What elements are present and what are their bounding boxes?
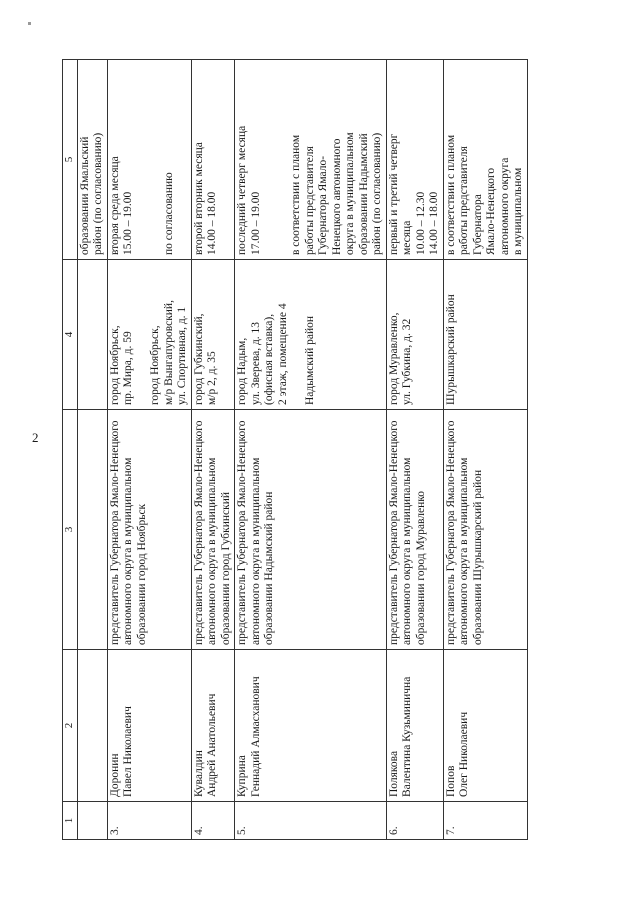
carryover-schedule [77,60,107,260]
schedule-line: вторая среда месяца [108,156,121,255]
blank-gap [290,264,304,405]
address-cell [443,260,527,410]
schedule-table [62,59,528,840]
position-cell [191,410,235,650]
schedule-line: работы представителя [458,146,470,255]
position-line: представитель Губернатора Ямало-Ненецкого [236,420,248,645]
header-col-1: 1 [63,802,78,840]
position-line: представитель Губернатора Ямало-Ненецкого [387,420,400,645]
scan-artifact [28,22,31,25]
header-col-4: 4 [63,260,78,410]
schedule-line: 15.00 – 19.00 [122,191,134,255]
carryover-num [77,802,107,840]
position-line: образовании город Ноябрьск [135,503,148,645]
address-line: город Ноябрьск, [108,325,121,405]
row-number: 5. [235,802,387,840]
name-line: Геннадий Алмасханович [249,676,262,797]
position-line: автономного округа в муниципальном [401,457,413,645]
carryover-schedule-line: район (по согласованию) [92,132,104,255]
address-line: город Надым, [236,337,248,405]
address-line: 2 этаж, помещение 4 [276,303,289,405]
schedule-cell [235,60,387,260]
position-cell [443,410,527,650]
name-line: Попов [444,765,457,797]
address-line: ул. Губкина, д. 32 [401,318,413,405]
schedule-line: Губернатора [471,194,484,255]
table-row [235,60,387,840]
position-line: автономного округа в муниципальном [458,457,470,645]
row-number: 7. [443,802,527,840]
blank-gap [149,64,163,255]
position-line: автономного округа в муниципальном [249,457,262,645]
row-number: 4. [191,802,235,840]
schedule-line: месяца [401,220,413,255]
representative-name [107,650,191,802]
position-cell [107,410,191,650]
schedule-cell [386,60,443,260]
representative-name [235,650,387,802]
rotated-table-wrapper [62,60,582,840]
blank-gap [277,64,291,255]
carryover-name [77,650,107,802]
schedule-line: Губернатора Ямало- [317,155,329,255]
address-line: м/р Вынгапуровский, [162,300,175,405]
position-line: представитель Губернатора Ямало-Ненецкого [444,420,457,645]
schedule-line: второй вторник месяца [192,142,205,255]
schedule-line: район (по согласованию) [371,132,383,255]
address-cell [235,260,387,410]
name-line: Валентина Кузьминична [401,676,413,797]
blank-gap [136,264,150,405]
position-cell [386,410,443,650]
name-line: Доронин [108,753,121,797]
schedule-line: округа в муниципальном [344,132,356,255]
header-col-5: 5 [63,60,78,260]
row-number: 3. [107,802,191,840]
address-line: город Муравленко, [387,312,400,405]
table-row [191,60,235,840]
schedule-line: в соответствии с планом [290,134,302,255]
representative-name [386,650,443,802]
carryover-schedule-line: образовании Ямальский [78,136,91,255]
table-row [107,60,191,840]
position-line: автономного округа в муниципальном [206,457,218,645]
schedule-line: последний четверг месяца [236,125,248,255]
address-line: ул. Спортивная, д. 1 [176,306,188,405]
carryover-position [77,410,107,650]
schedule-line: 14.00 – 18.00 [428,191,440,255]
address-line: город Ноябрьск, [149,325,161,405]
blank-gap [263,64,277,255]
address-line: пр. Мира, д. 59 [122,331,134,405]
name-line: Олег Николаевич [458,711,470,797]
schedule-cell [191,60,235,260]
carryover-address [77,260,107,410]
schedule-line: Ямало-Ненецкого [485,167,497,255]
schedule-line: первый и третий четверг [387,133,400,255]
schedule-line: в муниципальном [512,167,524,255]
table-row [443,60,527,840]
address-line: город Губкинский, [192,313,205,405]
schedule-line: работы представителя [303,146,316,255]
header-col-3: 3 [63,410,78,650]
schedule-line: в соответствии с планом [444,134,457,255]
schedule-line: Ненецкого автономного [330,138,343,255]
position-line: образовании город Губкинский [219,491,232,645]
row-number: 6. [386,802,443,840]
position-line: образовании город Муравленко [414,490,427,645]
header-row [63,60,78,840]
representative-name [191,650,235,802]
position-line: образовании Надымский район [263,491,275,645]
representative-name [443,650,527,802]
address-line: (офисная вставка), [263,313,275,405]
table-body [63,60,528,840]
name-line: Кувалдин [192,750,205,797]
page-number: 2 [32,430,39,445]
table-row [386,60,443,840]
schedule-line: 14.00 – 18.00 [206,191,218,255]
address-cell [191,260,235,410]
name-line: Куприна [236,755,248,797]
name-line: Андрей Анатольевич [206,693,218,797]
address-line: ул. Зверева, д. 13 [249,321,262,405]
name-line: Павел Николаевич [122,706,134,797]
address-line: м/р 2, д. 35 [206,351,218,405]
address-line: Надымский район [303,315,316,405]
blank-gap [136,64,150,255]
address-cell [107,260,191,410]
name-line: Полякова [387,750,400,797]
position-line: представитель Губернатора Ямало-Ненецкого [192,420,205,645]
schedule-line: образовании Надымский [357,133,370,255]
position-line: образовании Шурышкарский район [471,469,484,645]
address-line: Шурышкарский район [444,294,457,405]
schedule-cell [443,60,527,260]
position-line: представитель Губернатора Ямало-Ненецкого [108,420,121,645]
position-line: автономного округа в муниципальном [122,457,134,645]
carryover-row [77,60,107,840]
schedule-line: 10.00 – 12.30 [414,191,427,255]
header-col-2: 2 [63,650,78,802]
schedule-line: по согласованию [162,172,175,255]
schedule-cell [107,60,191,260]
schedule-line: автономного округа [498,157,511,255]
address-cell [386,260,443,410]
schedule-line: 17.00 – 19.00 [249,191,262,255]
position-cell [235,410,387,650]
